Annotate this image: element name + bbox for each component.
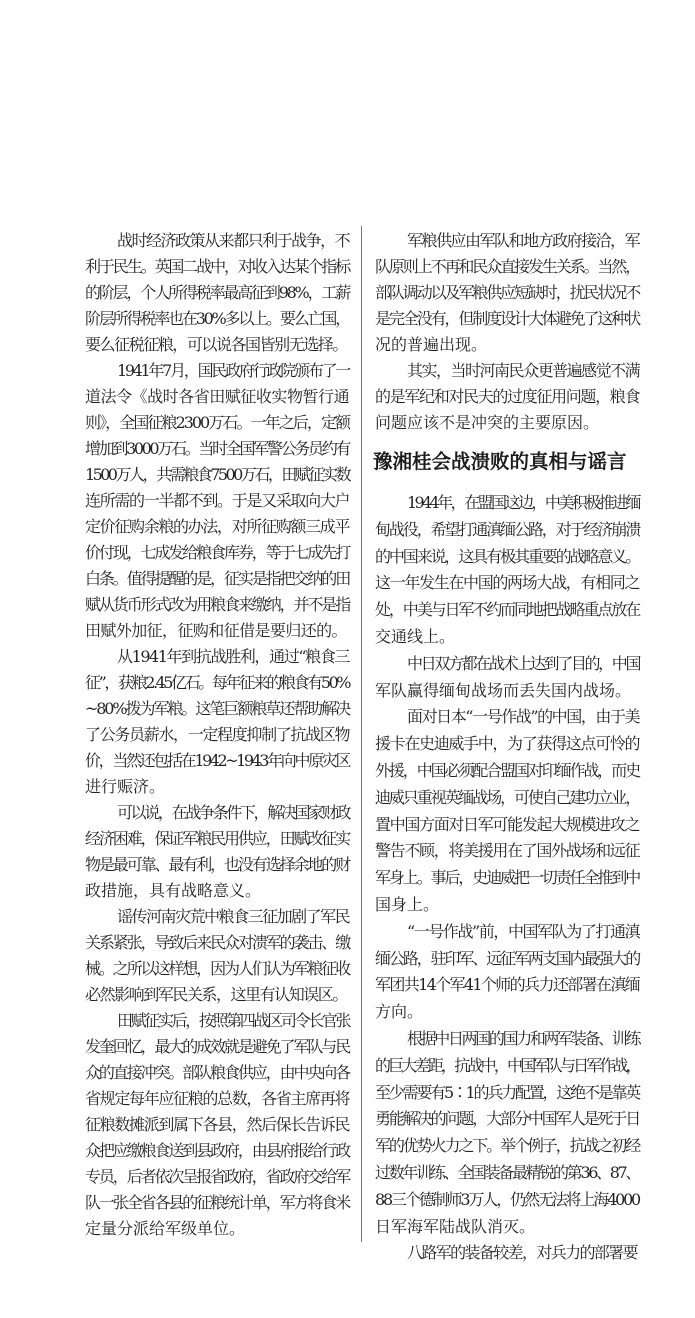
paragraph [375,919,639,1026]
text-line: 1500万人，共需粮食7500万石，田赋征实数 [85,465,349,484]
text-line: 要么征税征粮，可以说各国皆别无选择。 [85,335,347,354]
text-line: 谣传河南灾荒中粮食三征加剧了军民 [117,907,349,926]
text-line: 省规定每年应征粮的总数，各省主席再将 [85,1089,349,1108]
text-line: 88三个德制师3万人，仍然无法将上海4000 [375,1189,639,1209]
text-line: 定量分派给军级单位。 [85,1219,246,1238]
text-line: 军粮供应由军队和地方政府接洽，军 [407,231,639,250]
text-line: 根据中日两国的国力和两军装备、训练 [407,1028,639,1048]
text-line: 军团共14个军41个师的兵力还部署在滇缅 [375,975,639,995]
text-line: 从1941年到抗战胜利，通过“粮食三 [117,647,349,666]
text-line: 众的直接冲突。部队粮食供应，由中央向各 [85,1063,349,1082]
paragraph [85,358,349,644]
text-line: 白条。值得提醒的是，征实是指把交纳的田 [85,569,349,588]
right-column-top [375,228,639,436]
text-line: 战时经济政策从来都只利于战争，不 [117,231,349,250]
text-line: 中日双方都在战术上达到了目的，中国 [407,653,639,673]
paragraph [375,704,639,918]
text-line: 方向。 [375,1002,424,1022]
text-line: 处，中美与日军不约而同地把战略重点放在 [375,600,639,620]
text-line: 这一年发生在中国的两场大战，有相同之 [375,573,639,593]
text-line: 迪威只重视英缅战场，可使自己建功立业， [375,787,639,807]
text-line: 关系紧张，导致后来民众对溃军的袭击、缴 [85,933,349,952]
text-line: 定价征购余粮的办法，对所征购额三成平 [85,517,349,536]
paragraph [85,644,349,800]
text-line: 日军海军陆战队消灭。 [375,1216,536,1236]
section-heading: 豫湘桂会战溃败的真相与谣言 [373,450,627,473]
paragraph [85,1008,349,1242]
text-line: 1944年，在盟国这边，中美积极推进缅 [407,493,639,512]
text-line: 了公务员薪水，一定程度抑制了抗战区物 [85,725,349,744]
paragraph [375,490,639,651]
text-line: 1941年7月，国民政府行政院颁布了一 [117,361,349,380]
paragraph [375,358,639,436]
text-line: 问题应该不是冲突的主要原因。 [375,413,600,432]
text-line: 械。之所以这样想，因为人们认为军粮征收 [85,959,349,978]
text-line: 道法令《战时各省田赋征收实物暂行通 [85,387,349,406]
text-line: 过数年训练、全国装备最精锐的第36、87、 [375,1162,639,1182]
text-line: 面对日本“一号作战”的中国，由于美 [407,707,639,727]
text-line: 军队赢得缅甸战场而丢失国内战场。 [375,680,632,700]
paragraph [85,800,349,904]
text-line: 田赋征实后，按照第四战区司令长官张 [117,1011,349,1030]
text-line: 物是最可靠、最有利，也没有选择余地的财 [85,855,349,874]
paragraph [85,904,349,1008]
text-line: 警告不顾，将美援用在了国外战场和远征 [375,841,639,861]
text-line: 是完全没有，但制度设计大体避免了这种状 [375,309,639,328]
text-line: 的阶层，个人所得税率最高征到98%，工薪 [85,283,349,302]
text-line: 的中国来说，这具有极其重要的战略意义。 [375,546,639,566]
text-line: 的是军纪和对民夫的过度征用问题，粮食 [375,387,639,406]
paragraph [375,1240,639,1267]
paragraph [375,228,639,358]
text-line: 至少需要有5∶1的兵力配置，这绝不是靠英 [375,1082,639,1102]
paragraph [375,651,639,705]
text-line: 连所需的一半都不到。于是又采取向大户 [85,491,349,510]
text-line: 进行赈济。 [85,777,166,796]
text-line: 其实，当时河南民众更普遍感觉不满 [407,361,639,380]
text-line: 甸战役，希望打通滇缅公路，对于经济崩溃 [375,519,639,539]
text-line: 部队调动以及军粮供应短缺时，扰民状况不 [375,283,639,302]
column-divider [361,226,362,1242]
text-line: 发奎回忆，最大的成效就是避免了军队与民 [85,1037,349,1056]
text-line: 援卡在史迪威手中，为了获得这点可怜的 [375,734,639,754]
text-line: 队原则上不再和民众直接发生关系。当然， [375,257,639,276]
text-line: “一号作战”前，中国军队为了打通滇 [407,921,639,941]
text-line: 价付现，七成发给粮食库券，等于七成先打 [85,543,349,562]
text-line: 则》，全国征粮2300万石。一年之后，定额 [85,413,349,432]
text-line: 必然影响到军民关系，这里有认知误区。 [85,985,347,1004]
text-line: 交通线上。 [375,626,456,646]
text-line: 置中国方面对日军可能发起大规模进攻之 [375,814,639,834]
text-line: 军身上。事后，史迪威把一切责任全推到中 [375,868,639,888]
text-line: 缅公路，驻印军、远征军两支国内最强大的 [375,948,639,968]
text-line: 众把应缴粮食送到县政府，由县府报给行政 [85,1141,349,1160]
text-line: 经济困难，保证军粮民用供应，田赋改征实 [85,829,349,848]
text-line: 征粮数摊派到属下各县，然后保长告诉民 [85,1115,349,1134]
text-line: 的巨大差距，抗战中，中国军队与日军作战， [375,1055,639,1075]
text-line: 勇能解决的问题，大部分中国军人是死于日 [375,1109,639,1129]
text-line: 田赋外加征，征购和征借是要归还的。 [85,621,347,640]
text-line: 队一张全省各县的征粮统计单，军方将食米 [85,1193,349,1212]
paragraph [375,1026,639,1240]
text-line: 国身上。 [375,894,440,914]
text-line: 价，当然还包括在1942~1943年向中原灾区 [85,751,349,770]
text-line: 利于民生。英国二战中，对收入达某个指标 [85,257,349,276]
text-line: 赋从货币形式改为用粮食来缴纳，并不是指 [85,595,349,614]
text-line: ~80%拨为军粮。这笔巨额粮草还帮助解决 [85,699,349,718]
text-line: 可以说，在战争条件下，解决国家财政 [117,803,349,822]
text-line: 况的普遍出现。 [375,335,488,354]
paragraph [85,228,349,358]
text-line: 专员，后者依次呈报省政府，省政府交给军 [85,1167,349,1186]
text-line: 政措施，具有战略意义。 [85,881,262,900]
text-line: 增加到3000万石。当时全国军警公务员约有 [85,439,349,458]
text-line: 军的优势火力之下。举个例子，抗战之初经 [375,1136,639,1156]
text-line: 阶层所得税率也在30%多以上。要么亡国， [85,309,349,328]
text-line: 外援，中国必须配合盟国对印缅作战，而史 [375,760,639,780]
text-line: 八路军的装备较差，对兵力的部署要 [407,1243,637,1263]
right-column-bottom [375,490,639,1267]
text-line: 征”，获粮2.45亿石。每年征来的粮食有50% [85,673,349,692]
left-column [85,228,349,1242]
